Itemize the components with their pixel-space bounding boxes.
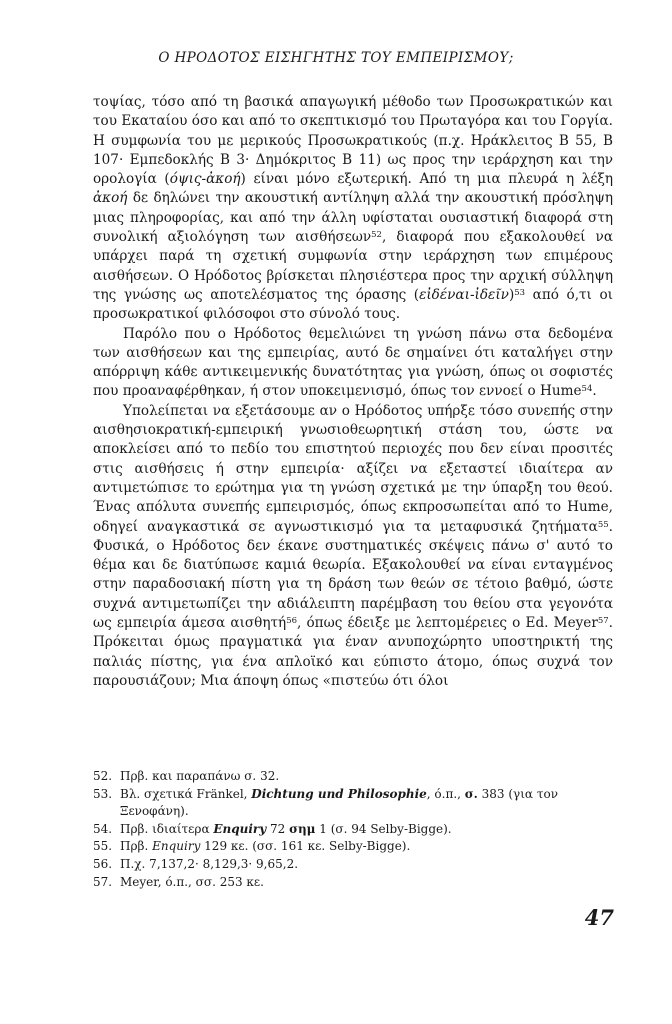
- footnote: 54. Πρβ. ιδιαίτερα Enquiry 72 σημ 1 (σ. 94 Selby-Bigge).: [93, 821, 452, 836]
- footnotes: [93, 768, 613, 891]
- page-number: 47: [584, 905, 614, 930]
- footnote: 53. Βλ. σχετικά Fränkel, Dichtung und Philosophie, ό.π., σ. 383 (για τον Ξενοφάνη).: [93, 786, 558, 819]
- paragraph: Παρόλο που ο Ηρόδοτος θεμελιώνει τη γνώση πάνω στα δεδομένα των αισθήσεων και της εμπειρίας, αυτό δε σημαίνει ότι καταλήγει στην απόρριψη κάθε αντικειμενικής δυνατότητας για γνώση, όπως οι σοφιστές που προαναφέρθηκαν, ή στον υποκειμενισμό, όπως τον εννοεί ο Hume$^{54}$.: [93, 325, 613, 400]
- footnote-ref: 53: [514, 287, 526, 298]
- footnote-ref: 55: [597, 519, 609, 530]
- footnote: 57. Meyer, ό.π., σσ. 253 κε.: [93, 874, 264, 889]
- running-head: Ο ΗΡΟΔΟΤΟΣ ΕΙΣΗΓΗΤΗΣ ΤΟΥ ΕΜΠΕΙΡΙΣΜΟΥ;: [158, 50, 514, 66]
- footnote: 52. Πρβ. και παραπάνω σ. 32.: [93, 769, 280, 783]
- footnote-ref: 54: [581, 384, 593, 395]
- footnote-ref: 52: [371, 230, 382, 241]
- footnote-ref: 57: [597, 616, 609, 627]
- paragraph: Υπολείπεται να εξετάσουμε αν ο Ηρόδοτος υπήρξε τόσο συνεπής στην αισθησιοκρατική-εμπειρική γνωσιοθεωρητική στάση του, ώστε να αποκλείσει από το πεδίο του επιστητού περιοχές που δεν είναι προσιτές στις αισθήσεις ή στην εμπειρία· αξίζει να εξεταστεί ιδιαίτερα αν αντιμετώπισε το ερώτημα για τη γνώση σχετικά με την ύπαρξη του θεού. Ένας απόλυτα συνεπής εμπειρισμός, όπως εκπροσωπείται από το Hume, οδηγεί αναγκαστικά σε αγνωστικισμό για τα μεταφυσικά ζητήματα$^{55}$. Φυσικά, ο Ηρόδοτος δεν έκανε συστηματικές σκέψεις πάνω σ' αυτό το θέμα και δε διατύπωσε καμιά θεωρία. Εξακολουθεί να είναι ενταγμένος στην παραδοσιακή πίστη για τη δράση των θεών σε τέτοιο βαθμό, ώστε συχνά αντιμετωπίζει την αδιάλειπτη παρέμβαση του θείου στα γεγονότα ως εμπειρία άμεσα αισθητή$^{56}$, όπως έδειξε με λεπτομέρειες ο Ed. Meyer$^{57}$. Πρόκειται όμως πραγματικά για έναν ανυποχώρητο υποστηρικτή της παλιάς πίστης, για ένα απλοϊκό και εύπιστο άτομο, όπως συχνά τον παρουσιάζουν; Μια άποψη όπως «πιστεύω ότι όλοι: [93, 402, 613, 689]
- paragraph: τοψίας, τόσο από τη βασικά απαγωγική μέθοδο των Προσωκρατικών και του Εκαταίου όσο και από το σκεπτικισμό του Πρωταγόρα και του Γοργία. Η συμφωνία του με μερικούς Προσωκρατικούς (π.χ. Ηράκλειτος Β 55, Β 107· Εμπεδοκλής Β 3· Δημόκριτος Β 11) ως προς την ιεράρχηση και την ορολογία (όψις-ἀκοή) είναι μόνο εξωτερική. Από τη μια πλευρά η λέξη ἀκοή δε δηλώνει την ακουστική αντίληψη αλλά την ακουστική πρόσληψη μιας πληροφορίας, και από την άλλη υφίσταται ουσιαστική διαφορά στη συνολική αξιολόγηση των αισθήσεων$^{52}$, διαφορά που εξακολουθεί να υπάρχει παρά τη σχετική συμφωνία στην ιεράρχηση των επιμέρους αισθήσεων. Ο Ηρόδοτος βρίσκεται πλησιέστερα προς την αρχική σύλληψη της γνώσης ως αποτελέσματος της όρασης (εἰδέναι-ἰδεῖν)$^{53}$ από ό,τι οι προσωκρατικοί φιλόσοφοι στο σύνολό τους.: [93, 94, 614, 323]
- footnote: 55. Πρβ. Enquiry 129 κε. (σσ. 161 κε. Selby-Bigge).: [93, 839, 411, 854]
- footnote: 56. Π.χ. 7,137,2· 8,129,3· 9,65,2.: [93, 856, 299, 871]
- footnote-ref: 56: [286, 616, 298, 627]
- body-text: [93, 93, 613, 691]
